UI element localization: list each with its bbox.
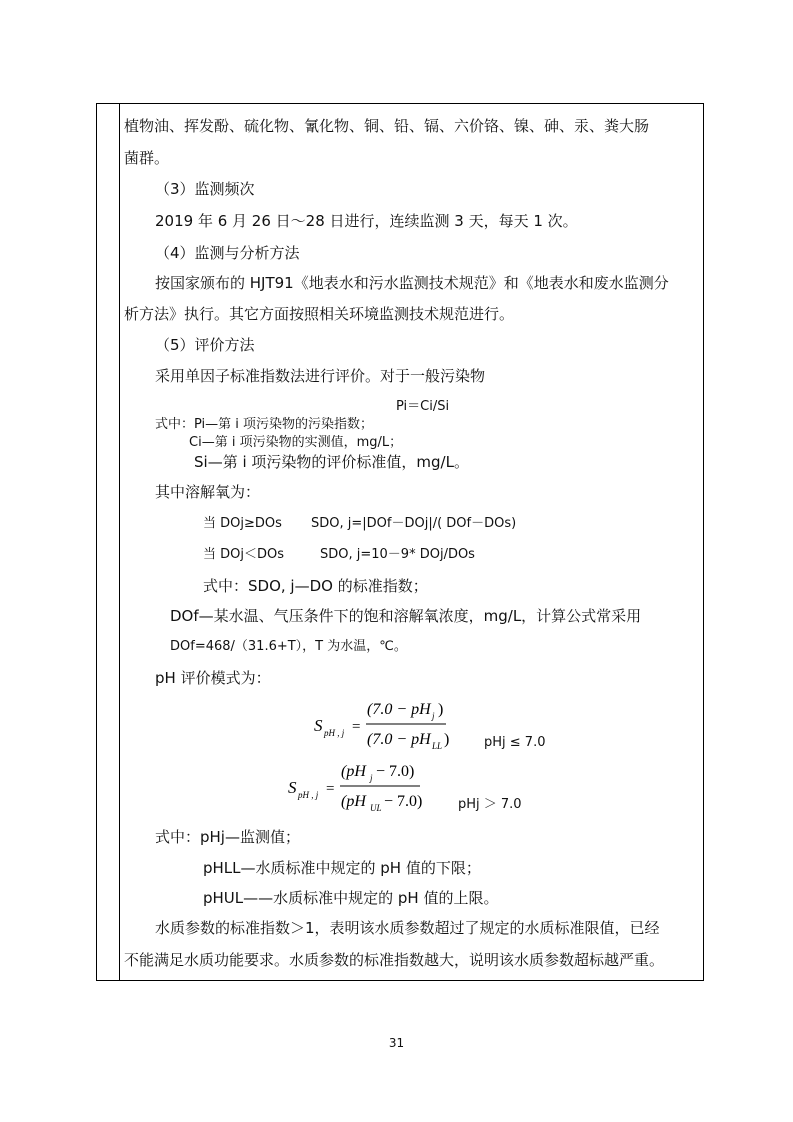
ph-intro: pH 评价模式为： — [155, 669, 271, 687]
dof-formula: DOf=468/（31.6+T），T 为水温，℃。 — [170, 639, 407, 654]
text-dissolved-oxygen: 其中溶解氧为： — [155, 483, 261, 501]
dof-definition: DOf—某水温、气压条件下的饱和溶解氧浓度，mg/L，计算公式常采用 — [170, 607, 642, 625]
heading-monitoring-methods: （4）监测与分析方法 — [155, 244, 300, 262]
text-line-pollutants: 植物油、挥发酚、硫化物、氰化物、铜、铅、镉、六价铬、镍、砷、汞、粪大肠 — [124, 117, 650, 135]
text-evaluation-intro: 采用单因子标准指数法进行评价。对于一般污染物 — [155, 367, 486, 385]
page-number: 31 — [388, 1036, 405, 1050]
ph-definition-lower: pHLL—水质标准中规定的 pH 值的下限； — [203, 859, 481, 877]
do-condition-2: 当 DOj＜DOs — [203, 547, 285, 562]
formula1-lhs-sub: pH , j — [324, 728, 345, 738]
formula2-lhs-sub: pH , j — [298, 790, 319, 800]
ph-condition-2: pHj ＞ 7.0 — [458, 797, 522, 812]
do-formula-1: SDO, j=|DOf－DOj|/( DOf－DOs) — [311, 516, 517, 531]
formula1-equals: = — [352, 719, 361, 735]
conclusion-line-1: 水质参数的标准指数＞1，表明该水质参数超过了规定的水质标准限值，已经 — [155, 919, 660, 937]
ph-definition-upper: pHUL——水质标准中规定的 pH 值的上限。 — [203, 889, 499, 907]
ph-condition-1: pHj ≤ 7.0 — [484, 735, 546, 750]
ph-formula-1 — [314, 694, 474, 756]
definition-pi: 式中：Pi—第 i 项污染物的污染指数； — [155, 417, 374, 432]
definition-si: Si—第 i 项污染物的评价标准值，mg/L。 — [194, 453, 469, 471]
heading-evaluation-method: （5）评价方法 — [155, 336, 255, 354]
do-condition-1: 当 DOj≥DOs — [203, 516, 282, 531]
ph-definition-monitored: 式中：pHj—监测值； — [155, 828, 300, 846]
heading-monitoring-frequency: （3）监测频次 — [155, 180, 255, 198]
table-column-divider — [119, 103, 120, 981]
ph-formula-2 — [288, 756, 448, 818]
definition-ci: Ci—第 i 项污染物的实测值，mg/L； — [189, 435, 403, 450]
formula2-numerator-close: − 7.0) — [376, 763, 415, 780]
formula1-denominator-close: ) — [444, 731, 450, 748]
formula1-denominator-sub: LL — [432, 741, 443, 751]
text-methods-cont: 析方法》执行。其它方面按照相关环境监测技术规范进行。 — [124, 305, 515, 323]
formula2-equals: = — [326, 781, 335, 797]
text-monitoring-dates: 2019 年 6 月 26 日～28 日进行，连续监测 3 天，每天 1 次。 — [155, 212, 578, 230]
formula2-denominator: (pH — [341, 793, 366, 810]
formula2-numerator: (pH — [341, 763, 366, 780]
formula1-lhs: S — [314, 716, 323, 735]
formula2-denominator-close: − 7.0) — [384, 793, 423, 810]
content-table-frame — [96, 103, 704, 981]
do-formula-2: SDO, j=10－9* DOj/DOs — [320, 547, 475, 562]
formula2-denominator-sub: UL — [370, 803, 382, 813]
formula2-lhs: S — [288, 778, 297, 797]
text-line-pollutants-cont: 菌群。 — [124, 149, 170, 167]
formula1-denominator: (7.0 − pH — [367, 731, 431, 748]
formula1-numerator-close: ) — [438, 701, 444, 718]
formula-pi: Pi＝Ci/Si — [396, 399, 450, 414]
do-definition: 式中：SDO, j—DO 的标准指数； — [203, 577, 428, 595]
formula1-numerator-sub: j — [432, 711, 435, 721]
conclusion-line-2: 不能满足水质功能要求。水质参数的标准指数越大，说明该水质参数超标越严重。 — [124, 951, 665, 969]
formula1-numerator: (7.0 − pH — [367, 701, 431, 718]
text-methods: 按国家颁布的 HJT91《地表水和污水监测技术规范》和《地表水和废水监测分 — [155, 274, 669, 292]
formula2-numerator-sub: j — [370, 773, 373, 783]
